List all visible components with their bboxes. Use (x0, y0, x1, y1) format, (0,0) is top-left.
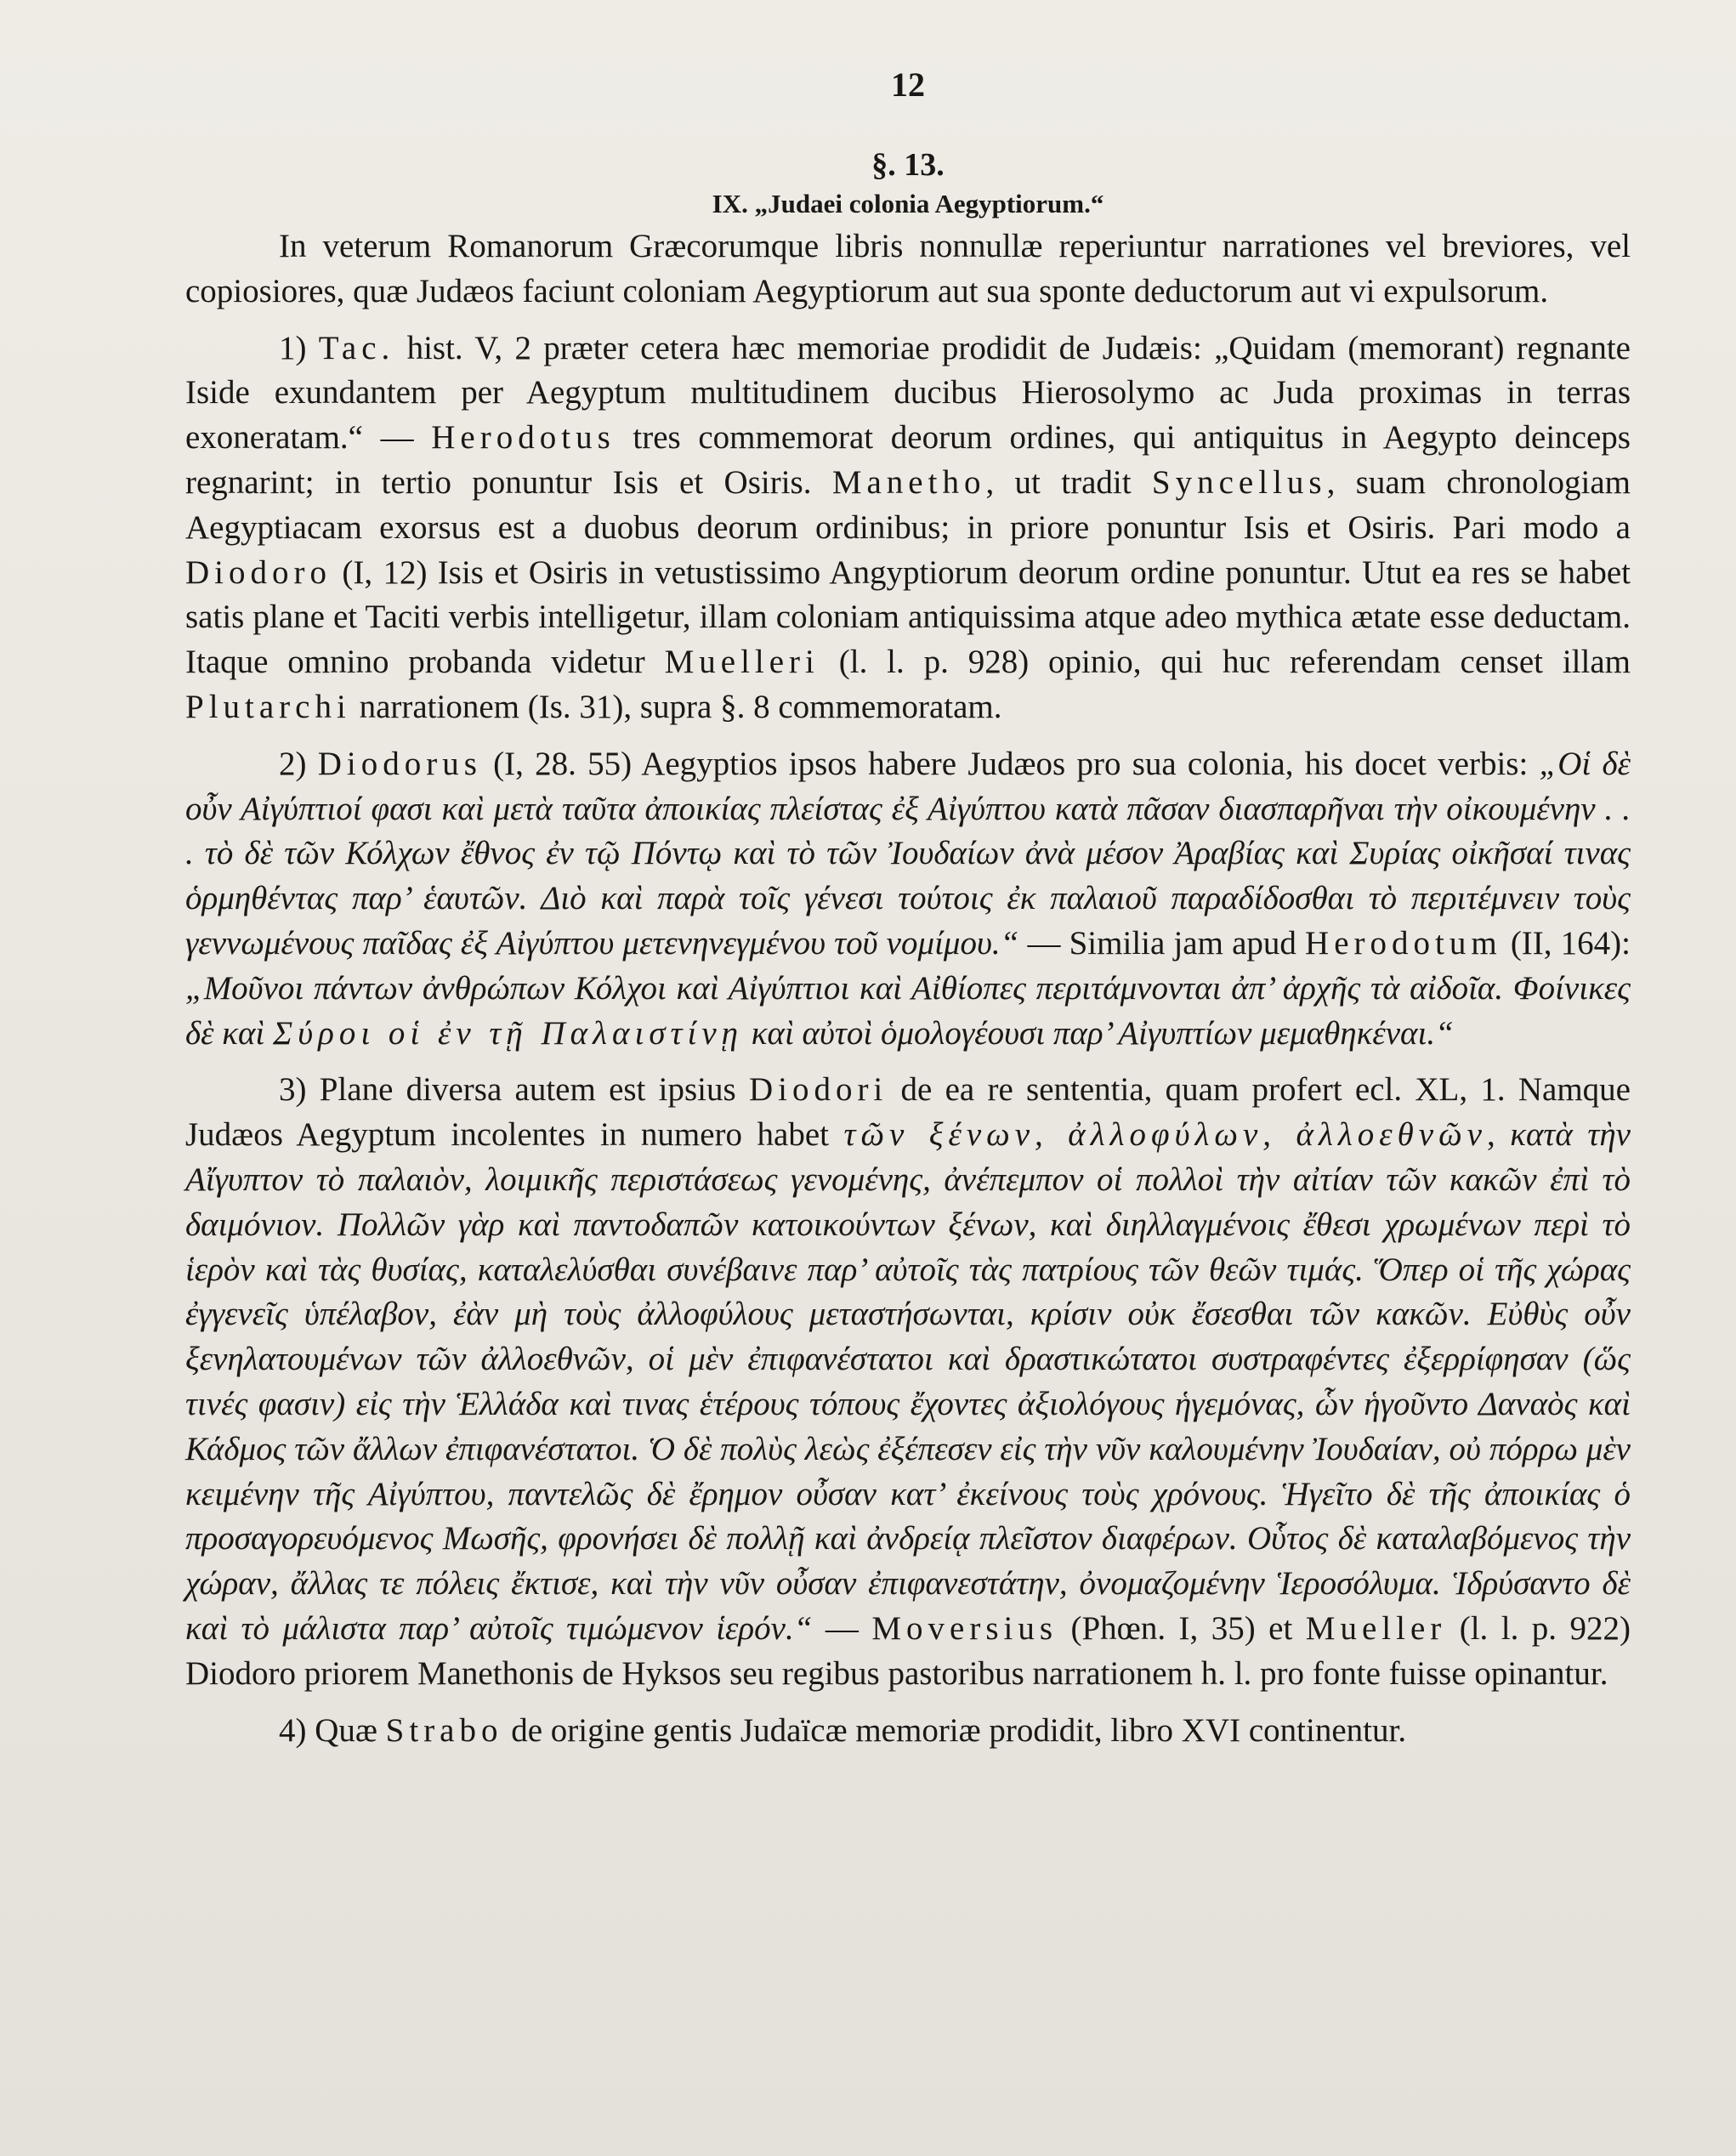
p2-text-2: — Similia jam apud (1018, 924, 1306, 962)
p3-comma: , (1486, 1116, 1511, 1154)
p1-author-muelleri: Muelleri (664, 644, 820, 681)
section-number: §. 13. (871, 147, 945, 183)
p2-greek-spaced: Σύροι οἱ ἐν τῇ Παλαιστίνῃ (273, 1014, 743, 1052)
page-content (185, 60, 1631, 1753)
paragraph-2 (185, 742, 1631, 1057)
p1-text-2: tres commemorat deorum ordines, qui antiquitus in Aegypto deinceps regnarint; in tertio ponuntur Isis et Osiris. (185, 419, 1631, 501)
p2-author-herodotum: Herodotum (1305, 924, 1502, 962)
paragraph-4 (185, 1709, 1631, 1754)
p1-author-syncellus: Syncellus (1151, 463, 1327, 501)
p3-greek-spaced: τῶν ξένων, ἀλλοφύλων, ἀλλοεθνῶν (843, 1116, 1487, 1154)
p1-text-7: narrationem (Is. 31), supra §. 8 commemoratam. (350, 688, 1002, 725)
p1-text-5: (I, 12) Isis et Osiris in vetustissimo Angyptiorum deorum ordine ponuntur. Utut ea res se habet satis plane et Taciti verbis intelligetur, illam coloniam antiquissima atque adeo mythica ætate esse deductam. Itaque omnino probanda videtur (185, 553, 1631, 681)
p3-greek-quote: κατὰ τὴν Αἴγυπτον τὸ παλαιὸν, λοιμικῆς περιστάσεως γενομένης, ἀνέπεμπον οἱ πολλοὶ τὴν αἰτίαν τῶν κακῶν ἐπὶ τὸ δαιμόνιον. Πολλῶν γὰρ καὶ παντοδαπῶν κατοικούντων ξένων, καὶ διηλλαγμένοις ἔθεσι χρωμένων περὶ τὸ ἱερὸν καὶ τὰς θυσίας, καταλελύσθαι συνέβαινε παρ’ αὐτοῖς τὰς πατρίους τῶν θεῶν τιμάς. Ὅπερ οἱ τῆς χώρας ἐγγενεῖς ὑπέλαβον, ἐὰν μὴ τοὺς ἀλλοφύλους μεταστήσωνται, κρίσιν οὐκ ἔσεσθαι τῶν κακῶν. Εὐθὺς οὖν ξενηλατουμένων τῶν ἀλλοεθνῶν, οἱ μὲν ἐπιφανέστατοι καὶ δραστικώτατοι συστραφέντες ἐξερρίφησαν (ὥς τινές φασιν) εἰς τὴν Ἑλλάδα καὶ τινας ἑτέρους τόπους ἔχοντες ἀξιολόγους ἡγεμόνας, ὧν ἡγοῦντο Δαναὸς καὶ Κάδμος τῶν ἄλλων ἐπιφανέστατοι. Ὁ δὲ πολὺς λεὼς ἐξέπεσεν εἰς τὴν νῦν καλουμένην Ἰουδαίαν, οὐ πόρρω μὲν κειμένην τῆς Αἰγύπτου, παντελῶς δὲ ἔρημον οὖσαν κατ’ ἐκείνους τοὺς χρόνους. Ἡγεῖτο δὲ τῆς ἀποικίας ὁ προσαγορευόμενος Μωσῆς, φρονήσει δὲ πολλῇ καὶ ἀνδρείᾳ πλεῖστον διαφέρων. Οὗτος δὲ καταλαβόμενος τὴν χώραν, ἄλλας τε πόλεις ἔκτισε, καὶ τὴν νῦν οὖσαν ἐπιφανεστάτην, ὀνομαζομένην Ἱεροσόλυμα. Ἱδρύσαντο δὲ καὶ τὸ μάλιστα παρ’ αὐτοῖς τιμώμενον ἱερόν.“ (185, 1116, 1631, 1647)
p3-author-moversius: Moversius (871, 1609, 1058, 1647)
p1-num: 1) (279, 329, 319, 366)
intro-paragraph: In veterum Romanorum Græcorumque libris nonnullæ reperiuntur narrationes vel breviores, vel copiosiores, quæ Judæos faciunt coloniam Aegyptiorum aut sua sponte deductorum aut vi expulsorum. (185, 228, 1631, 309)
p2-author-diodorus: Diodorus (317, 745, 482, 782)
paragraph-1 (185, 326, 1631, 730)
p2-text-1: (I, 28. 55) Aegyptios ipsos habere Judæos pro sua colonia, his docet verbis: (481, 745, 1540, 782)
p3-text-2: de ea re sententia, quam profert ecl. XL, 1. Namque Judæos Aegyptum incolentes in numero habet (185, 1071, 1631, 1154)
p4-text-2: de origine gentis Judaïcæ memoriæ prodidit, libro XVI continentur. (502, 1711, 1407, 1749)
p1-text-3: , ut tradit (985, 463, 1152, 501)
p2-text-3: (II, 164): (1501, 924, 1631, 962)
p2-greek-quote-3: καὶ αὐτοὶ ὁμολογέουσι παρ’ Αἰγυπτίων μεμαθηκέναι.“ (743, 1014, 1454, 1052)
p1-text-1: hist. V, 2 præter cetera hæc memoriae prodidit de Judæis: „Quidam (memorant) regnante Iside exundantem per Aegyptum multitudinem ducibus Hierosolymo ac Juda proximas in terras exoneratam.“ — (185, 329, 1631, 457)
p2-greek-quote-1: „Οἱ δὲ οὖν Αἰγύπτιοί φασι καὶ μετὰ ταῦτα ἀποικίας πλείστας ἐξ Αἰγύπτου κατὰ πᾶσαν διασπαρῆναι τὴν οἰκουμένην . . . τὸ δὲ τῶν Κόλχων ἔθνος ἐν τῷ Πόντῳ καὶ τὸ τῶν Ἰουδαίων ἀνὰ μέσον Ἀραβίας καὶ Συρίας οἰκῆσαί τινας ὁρμηθέντας παρ’ ἑαυτῶν. Διὸ καὶ παρὰ τοῖς γένεσι τούτοις ἐκ παλαιοῦ παραδίδοσθαι τὸ περιτέμνειν τοὺς γεννωμένους παῖδας ἐξ Αἰγύπτου μετενηνεγμένου τοῦ νομίμου.“ (185, 745, 1631, 962)
p3-text-3: (Phœn. I, 35) et (1058, 1609, 1306, 1647)
p3-text-4: (l. l. p. 922) Diodoro priorem Manethonis de Hyksos seu regibus pastoribus narrationem h. l. pro fonte fuisse opinantur. (185, 1609, 1631, 1692)
p3-text-1: 3) Plane diversa autem est ipsius (279, 1071, 749, 1109)
p1-text-6: (l. l. p. 928) opinio, qui huc referendam censet illam (819, 644, 1631, 681)
page-number: 12 (891, 65, 925, 104)
p3-author-diodori: Diodori (748, 1071, 888, 1109)
p3-dash: — (812, 1609, 872, 1647)
p1-author-manetho: Manetho (831, 463, 986, 501)
paragraph-3 (185, 1068, 1631, 1696)
p4-author-strabo: Strabo (385, 1711, 503, 1749)
p3-author-mueller: Mueller (1305, 1609, 1447, 1647)
p1-author-tacitus: Tac. (318, 329, 395, 366)
p1-author-plutarchi: Plutarchi (185, 688, 351, 725)
p1-text-4: , suam chronologiam Aegyptiacam exorsus est a duobus deorum ordinibus; in priore ponuntur Isis et Osiris. Pari modo a (185, 463, 1631, 546)
p1-author-herodotus: Herodotus (431, 419, 616, 457)
p2-greek-quote-2: „Μοῦνοι πάντων ἀνθρώπων Κόλχοι καὶ Αἰγύπτιοι καὶ Αἰθίοπες περιτάμνονται ἀπ’ ἀρχῆς τὰ αἰδοῖα. Φοίνικες δὲ καὶ (185, 969, 1631, 1052)
p1-author-diodoro: Diodoro (185, 553, 332, 591)
section-heading: IX. „Judaei colonia Aegyptiorum.“ (712, 189, 1104, 218)
p4-text-1: 4) Quæ (279, 1711, 386, 1749)
p2-num: 2) (279, 745, 318, 782)
